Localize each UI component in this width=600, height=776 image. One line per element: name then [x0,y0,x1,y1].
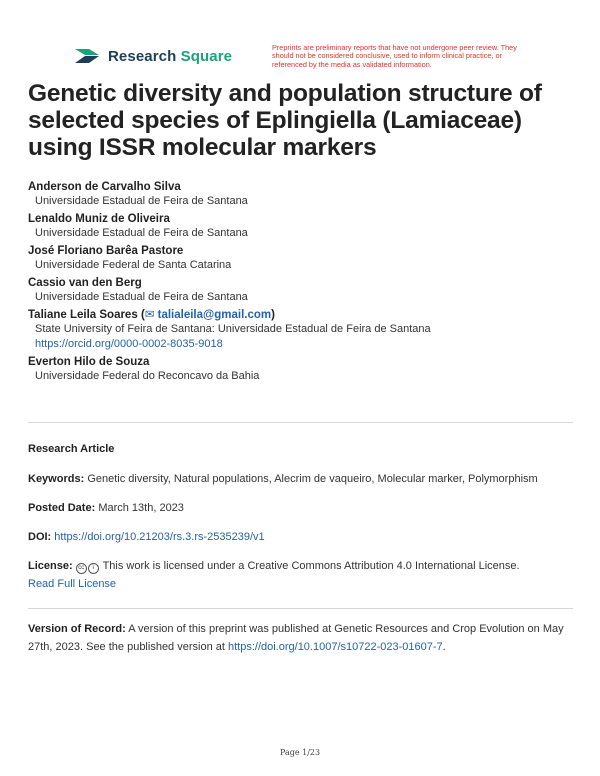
author-name: José Floriano Barêa Pastore [28,245,184,257]
version-label: Version of Record: [28,623,126,635]
logo-text: Research Square [108,47,233,65]
divider [28,608,573,609]
author-affiliation: State University of Feira de Santana: Universidade Estadual de Feira de Santana [35,323,431,335]
email-close-paren: ) [271,309,275,321]
author-email-link[interactable]: talialeila@gmail.com [157,309,272,321]
email-open-paren: ( [140,309,145,321]
version-text: A version of this preprint was published at Genetic Resources and Crop Evolution on May 27th, 2023. See the published version at [28,623,564,653]
author-name: Taliane Leila Soares [28,309,138,321]
doi-label: DOI: [28,531,52,543]
posted-date [28,499,576,517]
posted-date-value: March 13th, 2023 [98,502,184,514]
author-entry [28,244,578,273]
preprint-notice: Preprints are preliminary reports that have not undergone peer review. They should not be considered conclusive, used to inform clinical practice, or referenced by the media as validated information. [272,43,517,69]
author-affiliation: Universidade Federal de Santa Catarina [35,259,232,271]
posted-date-label: Posted Date: [28,502,96,514]
author-name: Lenaldo Muniz de Oliveira [28,213,170,225]
envelope-icon: ✉ [144,309,155,321]
keywords [28,470,576,488]
doi-link[interactable]: https://doi.org/10.21203/rs.3.rs-2535239/v1 [54,531,265,543]
license [28,557,576,593]
divider [28,422,573,423]
doi [28,528,576,546]
author-affiliation: Universidade Estadual de Feira de Santana [35,227,248,239]
keywords-label: Keywords: [28,473,85,485]
research-square-logo-icon [74,46,100,66]
orcid-link[interactable]: https://orcid.org/0000-0002-8035-9018 [35,338,223,350]
license-label: License: [28,560,73,572]
author-entry [28,308,578,352]
author-entry [28,276,578,305]
version-of-record: Version of Record: A version of this preprint was published at Genetic Resources and Crop Evolution on May 27th, 2023. See the published version at https://doi.org/10.1007/s10722-023-01607-7. [28,623,564,653]
author-affiliation: Universidade Federal do Reconcavo da Bahia [35,370,260,382]
keywords-value: Genetic diversity, Natural populations, Alecrim de vaqueiro, Molecular marker, Polymorphism [87,473,538,485]
author-affiliation: Universidade Estadual de Feira de Santana [35,291,248,303]
author-name: Cassio van den Berg [28,277,142,289]
read-full-license-link[interactable]: Read Full License [28,578,117,590]
page-title: Genetic diversity and population structure of selected species of Eplingiella (Lamiaceae) using ISSR molecular markers [28,80,542,161]
attribution-icon: i [88,563,99,574]
page-number: Page 1/23 [279,748,321,757]
author-name: Everton Hilo de Souza [28,356,150,368]
license-text: This work is licensed under a Creative Commons Attribution 4.0 International License. [102,560,520,572]
author-affiliation: Universidade Estadual de Feira de Santana [35,195,248,207]
author-entry [28,355,578,384]
author-name: Anderson de Carvalho Silva [28,181,181,193]
article-type: Research Article [28,443,115,455]
author-entry [28,180,578,209]
version-doi-link[interactable]: https://doi.org/10.1007/s10722-023-01607-7 [227,641,443,653]
research-square-logo[interactable] [74,46,232,66]
creative-commons-icon: cc [76,563,87,574]
author-list [28,180,578,387]
author-entry [28,212,578,241]
